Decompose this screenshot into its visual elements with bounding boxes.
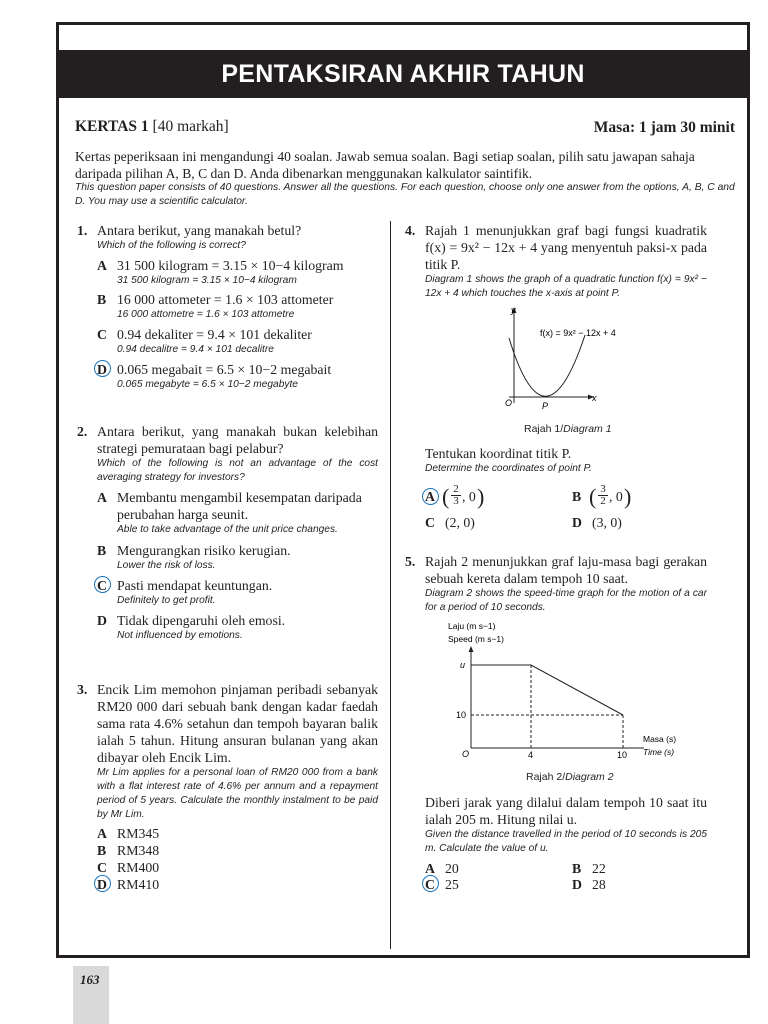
origin-label: O — [462, 749, 470, 759]
option-letter: D — [97, 877, 107, 892]
ask-text: Tentukan koordinat titik P. — [425, 446, 572, 461]
ask-text-en: Determine the coordinates of point P. — [425, 463, 592, 474]
origin-label: O — [505, 398, 513, 408]
option-letter: B — [572, 489, 582, 504]
question-5 — [405, 553, 707, 615]
option-letter: D — [572, 877, 582, 892]
page-number: 163 — [80, 972, 100, 987]
fraction — [451, 484, 461, 507]
option-text: , 0 — [609, 489, 623, 504]
question-text: Rajah 1 menunjukkan graf bagi fungsi kuadratik f(x) = 9x² − 12x + 4 yang menyentuh paksi-x pada titik P. — [425, 223, 707, 272]
option-letter: C — [97, 578, 107, 593]
option-letter: A — [97, 258, 107, 273]
option-text: Mengurangkan risiko kerugian. — [117, 543, 291, 558]
answer-option[interactable] — [425, 514, 475, 531]
option-text: RM400 — [117, 860, 160, 875]
option-letter: A — [97, 826, 107, 841]
option-text: 31 500 kilogram = 3.15 × 10−4 kilogram — [117, 258, 344, 273]
option-text: 28 — [592, 877, 606, 892]
answer-option[interactable] — [97, 612, 382, 643]
option-letter: B — [97, 292, 107, 307]
right-paren-icon: ) — [624, 484, 632, 509]
answer-option[interactable] — [97, 859, 159, 876]
question-text: Antara berikut, yang manakah betul? — [97, 223, 302, 238]
question-text: Encik Lim memohon pinjaman peribadi sebanyak RM20 000 dari sebuah bank dengan kadar faedah sama rata 4.6% setahun dan tempoh bayaran balik ialah 5 tahun. Hitung ansuran bulanan yang akan dibayar oleh Encik Lim. — [97, 682, 378, 765]
parabola-curve — [509, 335, 585, 396]
option-letter: A — [97, 490, 107, 505]
question-2 — [77, 423, 378, 485]
y-axis-label-en: Speed (m s−1) — [448, 634, 504, 644]
fraction — [598, 484, 608, 507]
answer-option[interactable] — [97, 291, 382, 322]
option-text-en: Able to take advantage of the unit price changes. — [117, 524, 338, 535]
option-text: 16 000 attometer = 1.6 × 103 attometer — [117, 292, 334, 307]
y-axis-arrow-icon — [469, 646, 474, 652]
answer-option-selected[interactable] — [425, 876, 459, 893]
option-text: RM348 — [117, 843, 160, 858]
option-text-en: 31 500 kilogram = 3.15 × 10−4 kilogram — [117, 275, 297, 286]
option-text-en: 16 000 attometre = 1.6 × 103 attometre — [117, 309, 295, 320]
answer-option[interactable] — [97, 326, 382, 357]
answer-option[interactable] — [572, 514, 622, 531]
option-letter: C — [425, 515, 435, 530]
option-text-en: Definitely to get profit. — [117, 595, 216, 606]
answer-option[interactable] — [572, 860, 606, 877]
fraction-numerator: 3 — [598, 484, 608, 496]
question-4 — [405, 222, 707, 301]
question-text-en: Which of the following is not an advantage of the cost averaging strategy for investors? — [97, 458, 378, 483]
option-letter: D — [572, 515, 582, 530]
instructions-en: This question paper consists of 40 questions. Answer all the questions. For each question, choose only one answer from the options, A, B, C and D. You may use a scientific calculator. — [75, 182, 735, 207]
option-text: Tidak dipengaruhi oleh emosi. — [117, 613, 286, 628]
paper-label: KERTAS 1 — [75, 118, 149, 135]
answer-option[interactable] — [97, 842, 159, 859]
option-text: 22 — [592, 861, 606, 876]
option-text: , 0 — [462, 489, 476, 504]
option-letter: C — [97, 327, 107, 342]
quadratic-graph — [497, 300, 667, 420]
question-number: 2. — [77, 424, 88, 439]
left-paren-icon: ( — [442, 484, 450, 509]
question-text: Antara berikut, yang manakah bukan kelebihan strategi pemurataan bagi pelabur? — [97, 424, 378, 456]
instructions-ms: Kertas peperiksaan ini mengandungi 40 soalan. Jawab semua soalan. Bagi setiap soalan, pilih satu jawapan sahaja daripada pilihan A, B, C dan D. Anda dibenarkan menggunakan kalkulator saintifik. — [75, 149, 695, 181]
question-text-en: Mr Lim applies for a personal loan of RM20 000 from a bank with a flat interest rate of 4.6% per annum and a repayment period of 5 years. Calculate the monthly instalment to be paid by Mr Lim. — [97, 767, 378, 820]
option-text: RM345 — [117, 826, 160, 841]
option-text-en: Lower the risk of loss. — [117, 560, 216, 571]
option-text: (2, 0) — [445, 515, 475, 530]
answer-option[interactable] — [97, 257, 382, 288]
option-text: RM410 — [117, 877, 160, 892]
tick-label-10-x: 10 — [617, 750, 628, 760]
question-1 — [77, 222, 382, 253]
answer-option-selected[interactable] — [97, 361, 382, 392]
option-text-en: 0.065 megabyte = 6.5 × 10−2 megabyte — [117, 379, 298, 390]
option-text: 25 — [445, 877, 459, 892]
option-letter: B — [97, 843, 107, 858]
paper-heading — [75, 118, 229, 136]
tick-label-4: 4 — [528, 750, 534, 760]
fraction-denominator: 2 — [600, 495, 606, 507]
answer-option[interactable] — [97, 489, 382, 537]
fraction-numerator: 2 — [451, 484, 461, 496]
right-paren-icon: ) — [477, 484, 485, 509]
option-text-en: 0.94 decalitre = 9.4 × 101 decalitre — [117, 344, 274, 355]
question-number: 1. — [77, 223, 88, 238]
speed-time-graph — [440, 615, 690, 770]
question-text: Rajah 2 menunjukkan graf laju-masa bagi gerakan sebuah kereta dalam tempoh 10 saat. — [425, 554, 707, 586]
question-4-ask — [425, 445, 707, 476]
option-text: 20 — [445, 861, 459, 876]
option-letter: C — [425, 877, 435, 892]
speed-line — [471, 665, 623, 715]
x-axis-label: x — [592, 393, 597, 403]
column-divider — [390, 221, 391, 949]
question-text-en: Which of the following is correct? — [97, 240, 246, 251]
question-5-ask — [425, 794, 707, 856]
diagram-2-caption — [526, 771, 614, 783]
answer-option[interactable] — [97, 542, 382, 573]
caption-ms: Rajah 2/ — [526, 771, 566, 783]
question-text-en: Diagram 2 shows the speed-time graph for the motion of a car for a period of 10 seconds. — [425, 588, 707, 613]
answer-option[interactable] — [97, 825, 159, 842]
option-letter: C — [97, 860, 107, 875]
option-letter: B — [572, 861, 582, 876]
option-letter: D — [97, 362, 107, 377]
option-letter: B — [97, 543, 107, 558]
x-axis-label: Masa (s) — [643, 734, 677, 744]
option-letter: A — [425, 489, 435, 504]
ask-text: Diberi jarak yang dilalui dalam tempoh 10 saat itu ialah 205 m. Hitung nilai u. — [425, 795, 707, 827]
tick-label-u: u — [460, 660, 466, 670]
answer-option-selected[interactable] — [97, 577, 382, 608]
ask-text-en: Given the distance travelled in the period of 10 seconds is 205 m. Calculate the value of u. — [425, 829, 707, 854]
caption-en: Diagram 1 — [563, 423, 612, 435]
option-text: Membantu mengambil kesempatan daripada perubahan harga seunit. — [117, 490, 362, 522]
diagram-1-caption — [524, 423, 612, 435]
x-axis-label-en: Time (s) — [643, 747, 675, 757]
left-paren-icon: ( — [589, 484, 597, 509]
time-allowed: Masa: 1 jam 30 minit — [593, 119, 735, 136]
caption-ms: Rajah 1/ — [524, 423, 564, 435]
option-letter: D — [97, 613, 107, 628]
point-p-label: P — [542, 401, 549, 411]
answer-option-selected[interactable] — [97, 876, 159, 893]
function-label: f(x) = 9x² − 12x + 4 — [540, 328, 616, 338]
paper-marks: [40 markah] — [152, 118, 229, 135]
option-text: 0.065 megabait = 6.5 × 10−2 megabait — [117, 362, 332, 377]
question-3 — [77, 681, 378, 822]
option-letter: A — [425, 861, 435, 876]
question-number: 5. — [405, 554, 416, 569]
option-text: (3, 0) — [592, 515, 622, 530]
question-number: 3. — [77, 682, 88, 697]
tick-label-10-y: 10 — [456, 710, 467, 720]
option-text: Pasti mendapat keuntungan. — [117, 578, 273, 593]
page-title: PENTAKSIRAN AKHIR TAHUN — [56, 50, 750, 98]
option-text-en: Not influenced by emotions. — [117, 630, 243, 641]
y-axis-label: y — [511, 305, 516, 315]
fraction-denominator: 3 — [453, 495, 459, 507]
option-text: 0.94 dekaliter = 9.4 × 101 dekaliter — [117, 327, 312, 342]
question-number: 4. — [405, 223, 416, 238]
answer-option[interactable] — [572, 876, 606, 893]
caption-en: Diagram 2 — [565, 771, 614, 783]
question-text-en: Diagram 1 shows the graph of a quadratic function f(x) = 9x² − 12x + 4 which touches the x-axis at point P. — [425, 274, 707, 299]
y-axis-label: Laju (m s−1) — [448, 621, 496, 631]
